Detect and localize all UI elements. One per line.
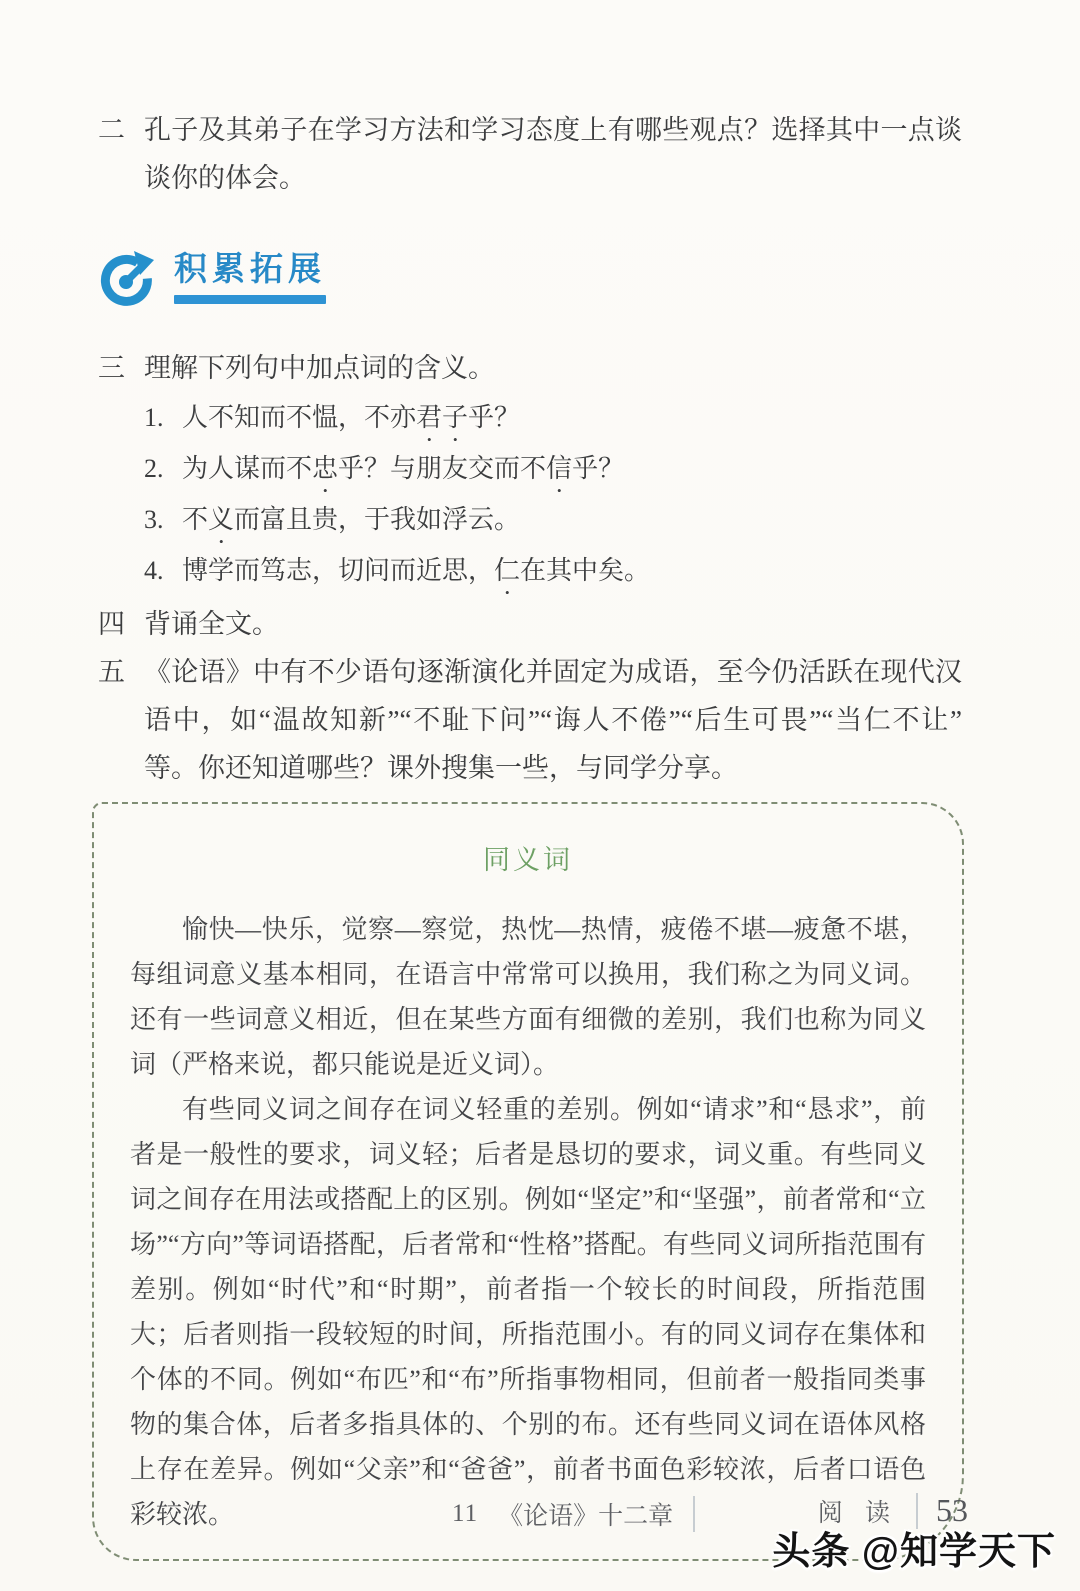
list-item-number: 3. (144, 505, 164, 534)
list-item-text: 博学而笃志，切问而近思，仁在其中矣。 (182, 556, 651, 585)
question-five-text: 《论语》中有不少语句逐渐演化并固定为成语，至今仍活跃在现代汉语中，如“温故知新”“不耻下问”“诲人不倦”“后生可畏”“当仁不让”等。你还知道哪些？课外搜集一些，与同学分享。 (144, 657, 962, 783)
question-four-text: 背诵全文。 (144, 609, 279, 639)
list-item-number: 2. (144, 454, 164, 483)
note-box-title: 同义词 (483, 845, 573, 875)
list-item (144, 549, 962, 600)
note-box-paragraph: 愉快—快乐，觉察—察觉，热忱—热情，疲倦不堪—疲惫不堪，每组词意义基本相同，在语言中常常可以换用，我们称之为同义词。还有一些词意义相近，但在某些方面有细微的差别，我们也称为同义词（严格来说，都只能说是近义词）。 (130, 915, 926, 1079)
footer-lesson-info (452, 1496, 695, 1532)
cycle-arrow-icon (98, 248, 158, 314)
page-number: 53 (936, 1492, 968, 1528)
question-three-text: 理解下列句中加点词的含义。 (144, 353, 495, 383)
list-item (144, 498, 962, 549)
list-item-number: 4. (144, 556, 164, 585)
section-title-block (174, 250, 326, 304)
watermark-text: 头条 @知学天下 (772, 1531, 1056, 1573)
lesson-number: 11 (452, 1500, 479, 1527)
list-item-number: 1. (144, 403, 164, 432)
section-title-underline (174, 295, 326, 304)
list-item-text: 人不知而不愠，不亦君子乎？ (182, 403, 521, 432)
question-three-item-list (144, 396, 962, 600)
question-three-number: 三 (98, 353, 125, 383)
section-title: 积累拓展 (174, 252, 326, 288)
question-four-number: 四 (98, 609, 125, 639)
note-box-paragraph: 有些同义词之间存在词义轻重的差别。例如“请求”和“恳求”，前者是一般性的要求，词义轻；后者是恳切的要求，词义重。有些同义词之间存在用法或搭配上的区别。例如“坚定”和“坚强”，前者常和“立场”“方向”等词语搭配，后者常和“性格”搭配。有些同义词所指范围有差别。例如“时代”和“时期”，前者指一个较长的时间段，所指范围大；后者则指一段较短的时间，所指范围小。有的同义词存在集体和个体的不同。例如“布匹”和“布”所指事物相同，但前者一般指同类事物的集合体，后者多指具体的、个别的布。还有些同义词在语体风格上存在差异。例如“父亲”和“爸爸”，前者书面色彩较浓，后者口语色彩较浓。 (130, 1095, 926, 1529)
synonym-note-box (92, 802, 964, 1561)
section-header (98, 244, 962, 324)
question-five (98, 648, 962, 792)
question-two (98, 106, 962, 202)
list-item (144, 396, 962, 447)
list-item-text: 不义而富且贵，于我如浮云。 (182, 505, 521, 534)
list-item-text: 为人谋而不忠乎？与朋友交而不信乎？ (182, 454, 625, 483)
list-item (144, 447, 962, 498)
question-three (98, 344, 962, 392)
footer-divider (693, 1496, 695, 1532)
question-two-number: 二 (98, 115, 125, 145)
question-four (98, 600, 962, 648)
question-two-text: 孔子及其弟子在学习方法和学习态度上有哪些观点？选择其中一点谈谈你的体会。 (144, 115, 962, 193)
footer-section-label: 阅 读 (817, 1499, 898, 1527)
lesson-title: 《论语》十二章 (498, 1503, 674, 1530)
question-five-number: 五 (98, 657, 125, 687)
